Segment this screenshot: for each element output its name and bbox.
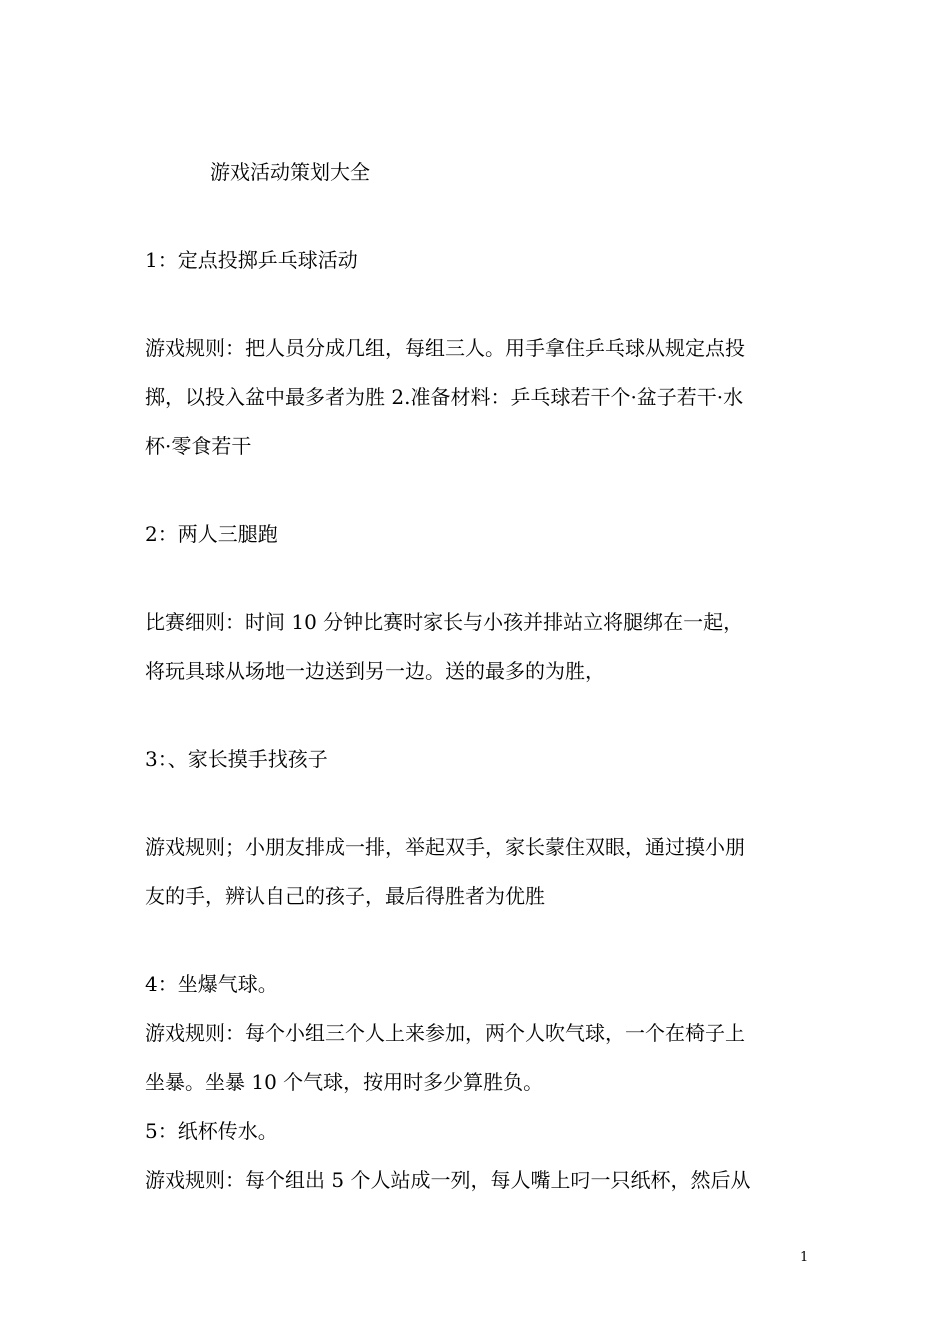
section-heading-1: 1：定点投掷乒乓球活动 [145,248,358,272]
paragraph-line: 游戏规则：把人员分成几组，每组三人。用手拿住乒乓球从规定点投 [145,336,745,360]
paragraph-line: 友的手，辨认自己的孩子，最后得胜者为优胜 [145,884,545,908]
page-number: 1 [800,1250,809,1265]
paragraph-line: 游戏规则：每个组出 5 个人站成一列，每人嘴上叼一只纸杯，然后从 [145,1168,751,1192]
paragraph-line: 坐暴。坐暴 10 个气球，按用时多少算胜负。 [145,1070,544,1094]
section-heading-3: 3：、家长摸手找孩子 [145,747,328,771]
paragraph-line: 杯·零食若干 [145,434,252,458]
paragraph-line: 游戏规则：每个小组三个人上来参加，两个人吹气球，一个在椅子上 [145,1021,745,1045]
document-title: 游戏活动策划大全 [210,160,370,184]
section-heading-5: 5：纸杯传水。 [145,1119,278,1143]
section-heading-2: 2：两人三腿跑 [145,522,278,546]
paragraph-line: 将玩具球从场地一边送到另一边。送的最多的为胜， [145,659,605,683]
section-heading-4: 4：坐爆气球。 [145,972,278,996]
paragraph-line: 掷，以投入盆中最多者为胜 2.准备材料：乒乓球若干个·盆子若干·水 [145,385,744,409]
paragraph-line: 比赛细则：时间 10 分钟比赛时家长与小孩并排站立将腿绑在一起， [145,610,744,634]
paragraph-line: 游戏规则；小朋友排成一排，举起双手，家长蒙住双眼，通过摸小朋 [145,835,745,859]
